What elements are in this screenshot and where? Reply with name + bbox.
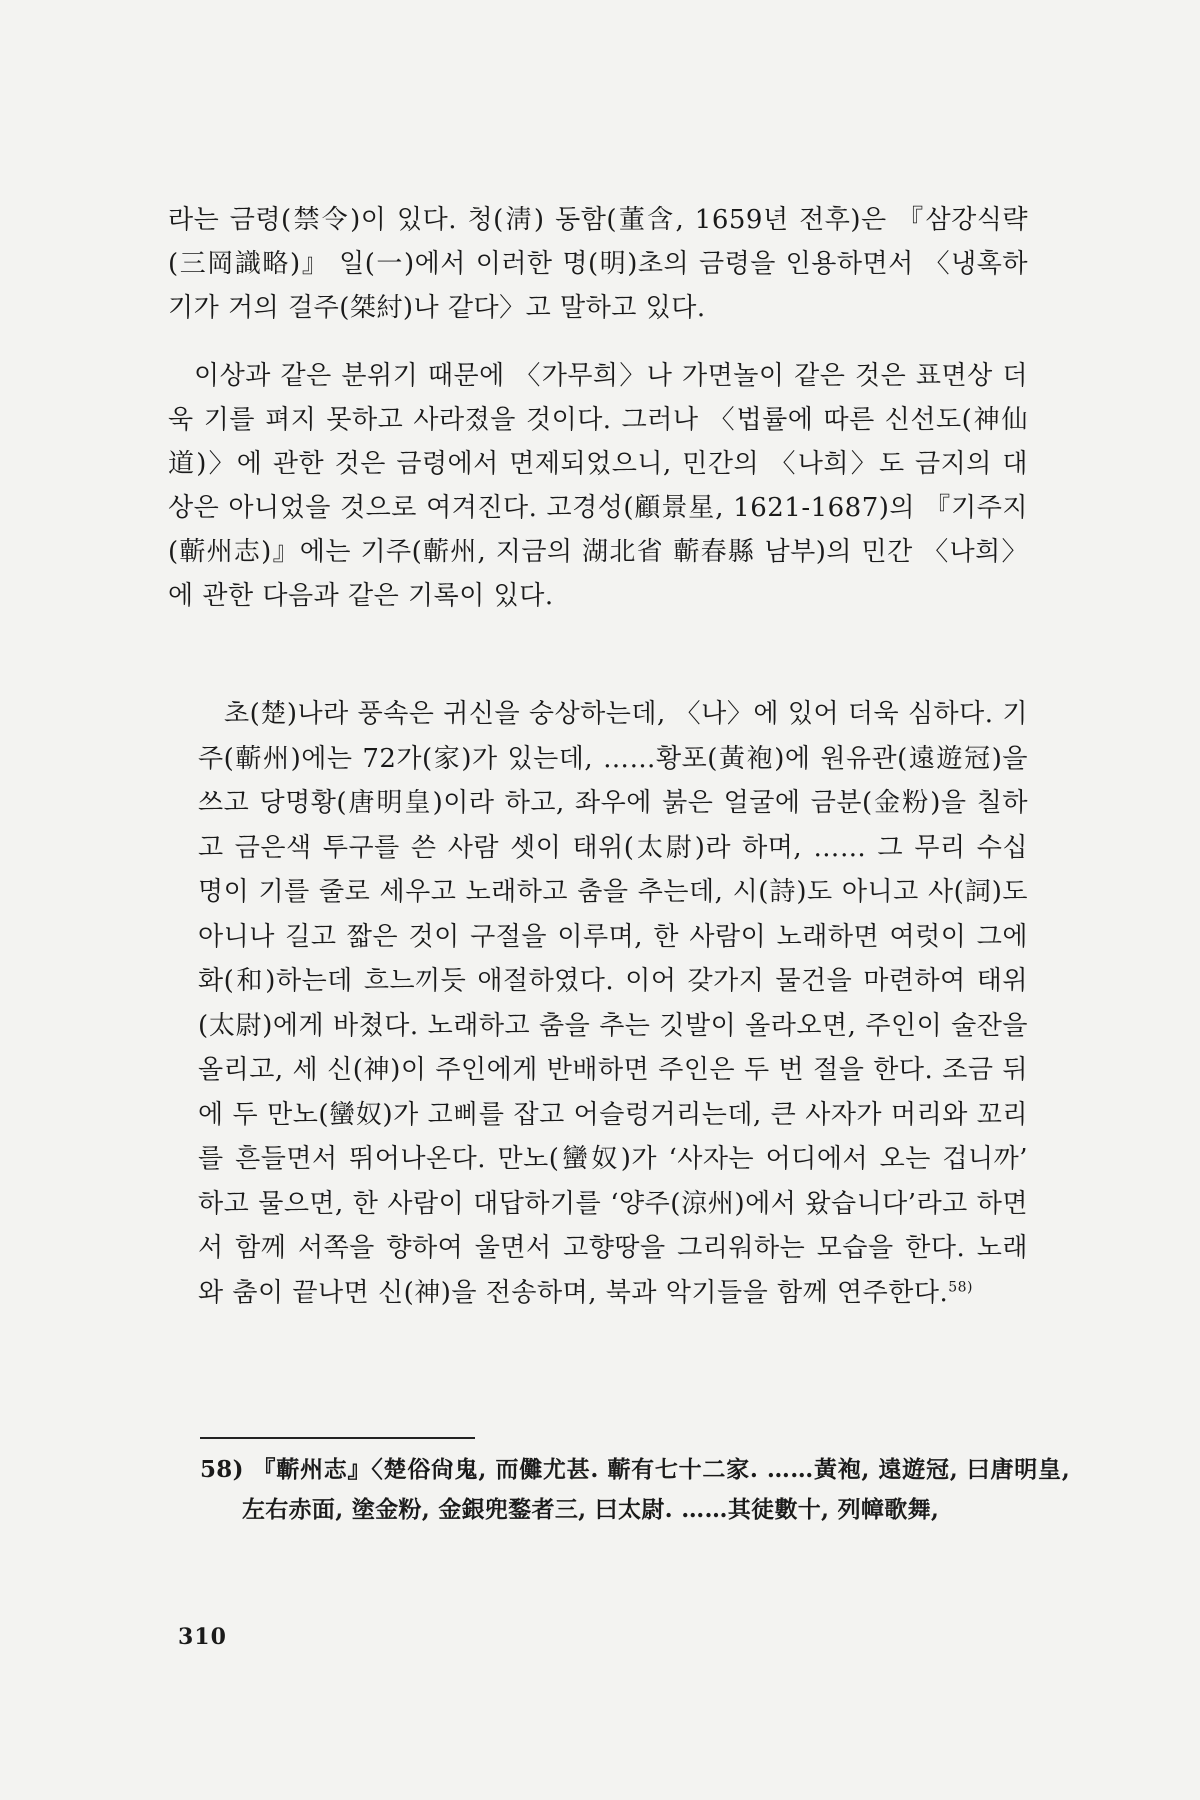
body-paragraph-2: 이상과 같은 분위기 때문에 〈가무희〉나 가면놀이 같은 것은 표면상 더욱 기를 펴지 못하고 사라졌을 것이다. 그러나 〈법률에 따른 신선도(神仙道)〉에 관한 것은 금령에서 면제되었으니, 민간의 〈나희〉도 금지의 대상은 아니었을 것으로 여겨진다. 고경성(顧景星, 1621-1687)의 『기주지(蘄州志)』에는 기주(蘄州, 지금의 湖北省 蘄春縣 남부)의 민간 〈나희〉에 관한 다음과 같은 기록이 있다. [168, 361, 1028, 611]
page-number: 310 [178, 1624, 227, 1650]
body-paragraph-1: 라는 금령(禁令)이 있다. 청(淸) 동함(董含, 1659년 전후)은 『삼강식략(三岡識略)』 일(一)에서 이러한 명(明)초의 금령을 인용하면서 〈냉혹하기가 거의 걸주(桀紂)나 같다〉고 말하고 있다. [168, 205, 1028, 323]
footnote-divider [200, 1437, 475, 1439]
footnote-reference[interactable]: 58) [948, 1278, 973, 1295]
footnote: 58) 『蘄州志』〈楚俗尙鬼, 而儺尤甚. 蘄有七十二家. ……黃袍, 遠遊冠, 曰唐明皇, 左右赤面, 塗金粉, 金銀兜鍪者三, 曰太尉. ……其徒數十, 列幛歌舞, [200, 1456, 1070, 1523]
block-quote-text: 초(楚)나라 풍속은 귀신을 숭상하는데, 〈나〉에 있어 더욱 심하다. 기주(蘄州)에는 72가(家)가 있는데, ……황포(黃袍)에 원유관(遠遊冠)을 쓰고 당명황(唐明皇)이라 하고, 좌우에 붉은 얼굴에 금분(金粉)을 칠하고 금은색 투구를 쓴 사람 셋이 태위(太尉)라 하며, …… 그 무리 수십 명이 기를 줄로 세우고 노래하고 춤을 추는데, 시(詩)도 아니고 사(詞)도 아니나 길고 짧은 것이 구절을 이루며, 한 사람이 노래하면 여럿이 그에 화(和)하는데 흐느끼듯 애절하였다. 이어 갖가지 물건을 마련하여 태위(太尉)에게 바쳤다. 노래하고 춤을 추는 깃발이 올라오면, 주인이 술잔을 올리고, 세 신(神)이 주인에게 반배하면 주인은 두 번 절을 한다. 조금 뒤에 두 만노(蠻奴)가 고삐를 잡고 어슬렁거리는데, 큰 사자가 머리와 꼬리를 흔들면서 뛰어나온다. 만노(蠻奴)가 ‘사자는 어디에서 오는 겁니까’ 하고 물으면, 한 사람이 대답하기를 ‘양주(涼州)에서 왔습니다’라고 하면서 함께 서쪽을 향하여 울면서 고향땅을 그리워하는 모습을 한다. 노래와 춤이 끝나면 신(神)을 전송하며, 북과 악기들을 함께 연주한다. [198, 699, 1028, 1308]
block-quote [198, 692, 1028, 1315]
